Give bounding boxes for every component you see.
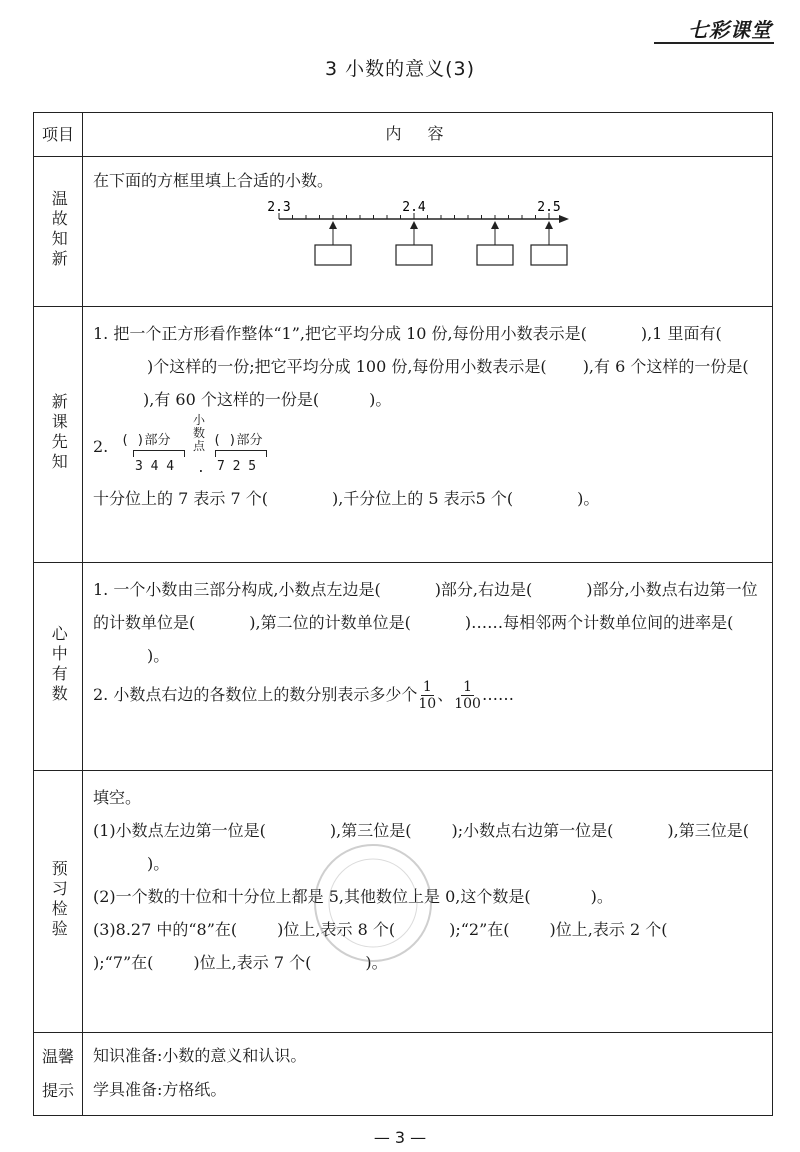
mind-p2-separator: 、	[437, 685, 454, 704]
integer-part-label: ( )部分	[121, 433, 171, 448]
marker-arrow-head	[329, 221, 337, 229]
preview-q2-text: ),千分位上的 5 表示5 个(	[331, 489, 514, 508]
page-title: 3 小数的意义(3)	[324, 58, 476, 80]
mind-p1-text: )部分,右边是(	[434, 580, 533, 599]
check-l2-text: (2)一个数的十位和十分位上都是 5,其他数位上是 0,这个数是(	[93, 887, 531, 906]
mind-p2	[93, 678, 760, 712]
check-l3-text: )。	[365, 953, 388, 972]
check-l1-text: )。	[147, 854, 170, 873]
preview-q2-text: 十分位上的 7 表示 7 个(	[93, 489, 268, 508]
check-l1-text: (1)小数点左边第一位是(	[93, 821, 266, 840]
fraction-denominator: 100	[454, 696, 481, 712]
fraction-denominator: 10	[418, 696, 437, 712]
decimal-point-label: 小数点	[193, 413, 206, 453]
watermark-stamp-icon	[308, 838, 438, 968]
mind-label-cell	[34, 563, 83, 771]
answer-box[interactable]	[531, 245, 567, 265]
marker-arrow-head	[545, 221, 553, 229]
brand-logo: 七彩课堂	[688, 18, 772, 42]
tips-line-2: 学具准备:方格纸。	[93, 1080, 227, 1099]
preview-q1-text: ),1 里面有(	[640, 324, 722, 343]
mind-p1-text: )……每相邻两个计数单位间的进率是(	[464, 613, 734, 632]
check-l3-text: )位上,表示 7 个(	[193, 953, 312, 972]
tips-content	[83, 1033, 773, 1116]
mind-p2-text: 2. 小数点右边的各数位上的数分别表示多少个	[93, 685, 418, 704]
integer-brace	[133, 450, 185, 457]
preview-q1	[93, 317, 760, 416]
preview-content	[83, 307, 773, 563]
preview-q1-text: ),有 60 个这样的一份是(	[143, 390, 320, 409]
review-label: 温故知新	[49, 189, 69, 270]
number-line-arrowhead	[559, 215, 569, 223]
preview-q2-line	[93, 482, 760, 515]
number-line-label-2: 2.4	[402, 200, 426, 215]
marker-arrow-head	[491, 221, 499, 229]
mind-p1-text: ),第二位的计数单位是(	[249, 613, 411, 632]
check-l1-text: ),第三位是(	[667, 821, 749, 840]
header-content: 内容	[385, 124, 470, 143]
mind-p2-ellipsis: ……	[481, 685, 514, 704]
check-l2-text: )。	[590, 887, 613, 906]
fraction-one-tenth	[418, 679, 436, 712]
preview-q1-text: 1. 把一个正方形看作整体“1”,把它平均分成 10 份,每份用小数表示是(	[93, 324, 587, 343]
number-line-group	[279, 213, 569, 265]
preview-label: 新课先知	[49, 392, 69, 473]
check-l3-text: );“2”在(	[449, 920, 510, 939]
mind-p1-text: )。	[147, 646, 170, 665]
fraction-numerator: 1	[422, 679, 432, 695]
header-item: 项目	[41, 124, 74, 144]
check-label-cell	[34, 771, 83, 1033]
mind-p1	[93, 573, 760, 672]
check-label: 预习检验	[49, 859, 69, 940]
marker-arrow-head	[410, 221, 418, 229]
review-content	[83, 157, 773, 307]
page-number: — 3 —	[373, 1128, 427, 1147]
check-l3-text: )位上,表示 8 个(	[277, 920, 396, 939]
decimal-brace	[215, 450, 267, 457]
tips-label: 温馨提示	[42, 1047, 75, 1100]
mind-p1-text: )部分,小数点右边第一位的计数单位是(	[93, 580, 758, 632]
decimal-part-label: ( )部分	[213, 433, 263, 448]
integer-digits: 3 4 4	[135, 459, 175, 474]
tips-line-1: 知识准备:小数的意义和认识。	[93, 1046, 307, 1065]
brand-underline	[654, 42, 774, 44]
check-l1-text: );小数点右边第一位是(	[451, 821, 614, 840]
check-l1-text: ),第三位是(	[329, 821, 412, 840]
decimal-digits: 7 2 5	[217, 459, 257, 474]
fraction-one-hundredth	[454, 679, 481, 712]
tips-label-cell	[34, 1033, 83, 1116]
preview-q2-number: 2.	[93, 437, 109, 456]
decimal-point-symbol: .	[197, 461, 205, 476]
check-l3-text: );“7”在(	[93, 953, 154, 972]
check-l3-text: (3)8.27 中的“8”在(	[93, 920, 238, 939]
number-line-label-3: 2.5	[537, 200, 561, 215]
decimal-structure-diagram	[93, 413, 760, 482]
review-label-cell	[34, 157, 83, 307]
header-content-cell	[83, 113, 773, 157]
number-line	[93, 195, 773, 273]
review-instruction: 在下面的方框里填上合适的小数。	[93, 171, 334, 190]
answer-box[interactable]	[477, 245, 513, 265]
preview-q1-text: ),有 6 个这样的一份是(	[582, 357, 749, 376]
preview-q1-text: )个这样的一份;把它平均分成 100 份,每份用小数表示是(	[147, 357, 547, 376]
preview-q2-text: )。	[577, 489, 600, 508]
header-item-cell	[34, 113, 83, 157]
answer-box[interactable]	[315, 245, 351, 265]
mind-content	[83, 563, 773, 771]
mind-label: 心中有数	[49, 624, 69, 705]
number-line-label-1: 2.3	[267, 200, 291, 215]
mind-p1-text: 1. 一个小数由三部分构成,小数点左边是(	[93, 580, 381, 599]
check-intro: 填空。	[93, 788, 142, 807]
check-l3-text: )位上,表示 2 个(	[549, 920, 668, 939]
preview-q1-text: )。	[369, 390, 392, 409]
answer-box[interactable]	[396, 245, 432, 265]
fraction-numerator: 1	[463, 679, 473, 695]
preview-label-cell	[34, 307, 83, 563]
